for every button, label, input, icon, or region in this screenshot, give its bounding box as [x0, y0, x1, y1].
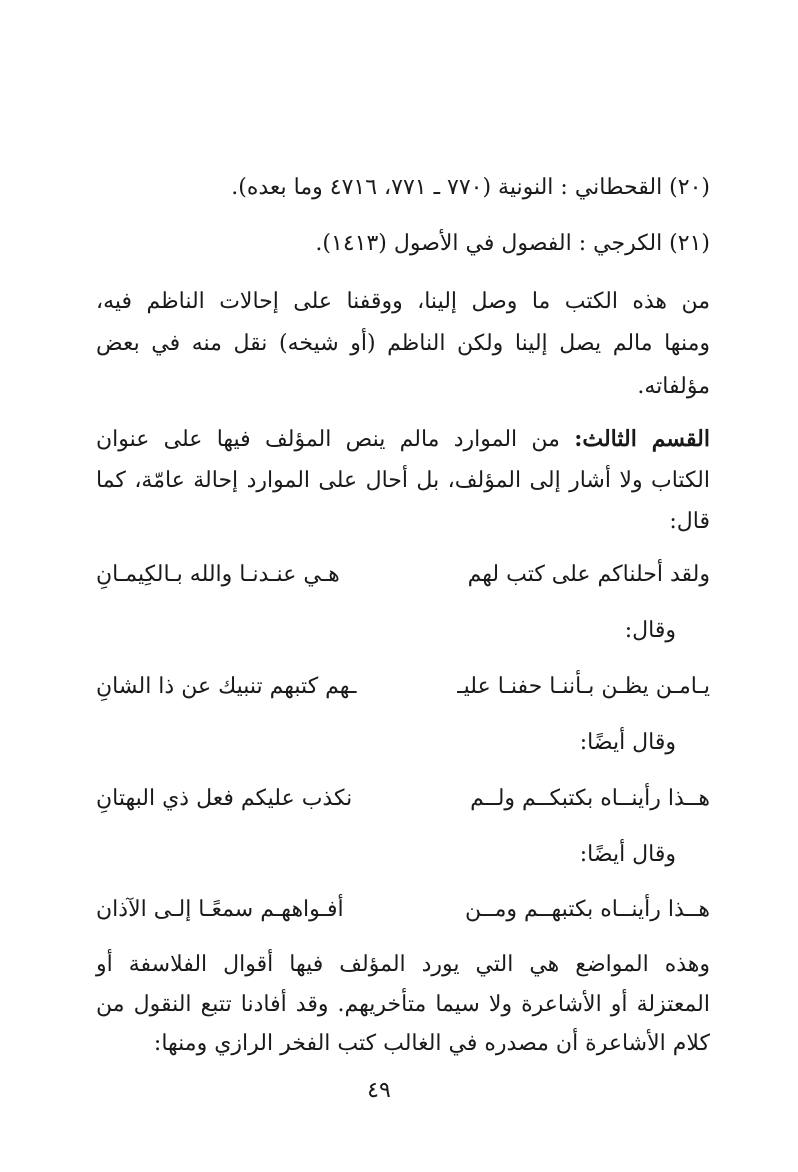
paragraph-line: وهذه المواضع هي التي يورد المؤلف فيها أقوال الفلاسفة أو: [96, 952, 710, 977]
page-number: ٤٩: [367, 1078, 391, 1103]
verse-intro: وقال أيضًا:: [579, 730, 676, 755]
paragraph-line: مؤلفاته.: [637, 374, 710, 399]
paragraph-line: ومنها مالم يصل إلينا ولكن الناظم (أو شيخه) نقل منه في بعض: [96, 331, 710, 356]
verse-hemistich-right: هــذا رأينــاه بكتبكــم ولــم: [470, 786, 710, 811]
paragraph-line: من هذه الكتب ما وصل إلينا، ووقفنا على إحالات الناظم فيه،: [96, 289, 710, 314]
paragraph-line: الكتاب ولا أشار إلى المؤلف، بل أحال على الموارد إحالة عامّة، كما: [96, 468, 710, 493]
section-label: القسم الثالث:: [574, 426, 710, 452]
verse-hemistich-left: ـهم كتبهم تنبيك عن ذا الشانِ: [96, 674, 357, 699]
section-text: من الموارد مالم ينص المؤلف فيها على عنوان: [96, 427, 560, 452]
verse-hemistich-left: هـي عنـدنـا والله بـالكِيمـانِ: [96, 562, 340, 587]
verse-intro: وقال:: [624, 618, 676, 643]
paragraph-line: كلام الأشاعرة أن مصدره في الغالب كتب الفخر الرازي ومنها:: [153, 1031, 710, 1056]
paragraph-line: قال:: [669, 509, 710, 534]
verse-hemistich-left: أفـواههـم سمعًـا إلـى الآذان: [96, 897, 344, 922]
verse-hemistich-right: يـامـن يظـن بـأننـا حفنـا عليـ: [457, 674, 710, 699]
verse-hemistich-right: هــذا رأينــاه بكتبهــم ومــن: [464, 897, 710, 922]
reference-21: (٢١) الكرجي : الفصول في الأصول (١٤١٣).: [315, 231, 710, 256]
reference-20: (٢٠) القحطاني : النونية (٧٧٠ ـ ٧٧١، ٤٧١٦ وما بعده).: [231, 175, 710, 200]
verse-intro: وقال أيضًا:: [579, 842, 676, 867]
verse-hemistich-left: نكذب عليكم فعل ذي البهتانِ: [96, 786, 353, 811]
verse-hemistich-right: ولقد أحلناكم على كتب لهم: [467, 562, 710, 587]
paragraph-line: المعتزلة أو الأشاعرة ولا سيما متأخريهم. وقد أفادنا تتبع النقول من: [96, 992, 710, 1017]
section-heading-line: [96, 424, 710, 455]
